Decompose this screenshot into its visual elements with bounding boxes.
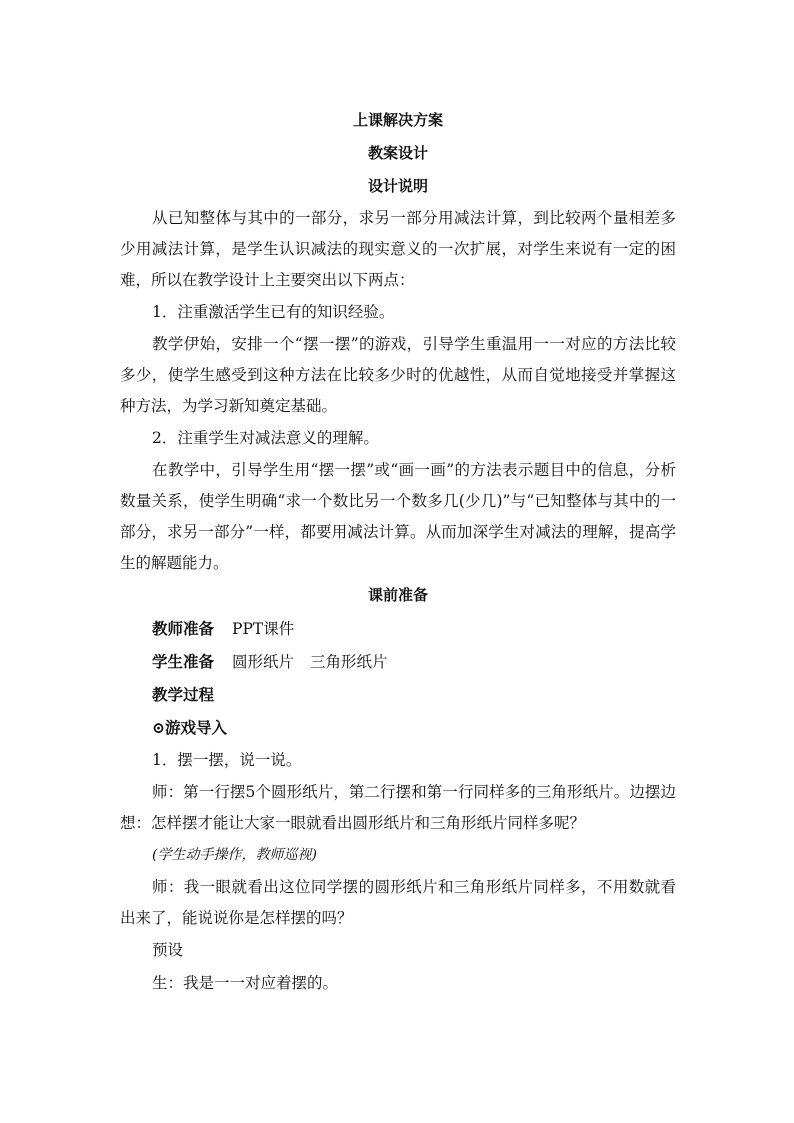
teacher-prep-label: 教师准备 [152,619,215,638]
design-point-1-body: 教学伊始，安排一个“摆一摆”的游戏，引导学生重温用一一对应的方法比较多少，使学生感受到这种方法在比较多少时的优越性，从而自觉地接受并掌握这种方法，为学习新知奠定基础。 [120,335,676,415]
design-point-1-title: 1．注重激活学生已有的知识经验。 [152,303,395,321]
step-1: 1．摆一摆，说一说。 [152,751,302,769]
student-answer-1: 生：我是一一对应着摆的。 [152,974,339,992]
student-prep-label: 学生准备 [152,652,215,671]
teacher-prep-row [120,612,676,645]
subtitle: 教案设计 [367,144,428,162]
student-prep-item-triangle: 三角形纸片 [310,653,388,671]
teacher-speech-1: 师：第一行摆5个圆形纸片，第二行摆和第一行同样多的三角形纸片。边摆边想：怎样摆才能让大家一眼就看出圆形纸片和三角形纸片同样多呢？ [120,783,676,832]
teacher-speech-2: 师：我一眼就看出这位同学摆的圆形纸片和三角形纸片同样多，不用数就看出来了，能说说你是怎样摆的吗？ [120,878,676,927]
section-heading-prep: 课前准备 [367,586,428,604]
design-point-2-body: 在教学中，引导学生用“摆一摆”或“画一画”的方法表示题目中的信息，分析数量关系，使学生明确“求一个数比另一个数多几(少几)”与“已知整体与其中的一部分，求另一部分”一样，都要用减法计算。从而加深学生对减法的理解，提高学生的解题能力。 [120,461,676,572]
preset-label: 预设 [152,941,184,959]
stage-game-intro: ⊙游戏导入 [152,718,227,737]
design-point-2-title: 2．注重学生对减法意义的理解。 [152,429,379,447]
process-heading: 教学过程 [152,685,215,704]
document-body [120,104,676,1000]
section-heading-design: 设计说明 [367,177,428,195]
teacher-prep-items: PPT课件 [232,620,295,638]
design-intro: 从已知整体与其中的一部分，求另一部分用减法计算，到比较两个量相差多少用减法计算，是学生认识减法的现实意义的一次扩展，对学生来说有一定的困难，所以在教学设计上主要突出以下两点： [120,209,676,289]
activity-note: (学生动手操作，教师巡视) [152,847,317,863]
student-prep-item-circle: 圆形纸片 [232,653,295,671]
main-title: 上课解决方案 [352,111,443,129]
student-prep-row [120,645,676,678]
